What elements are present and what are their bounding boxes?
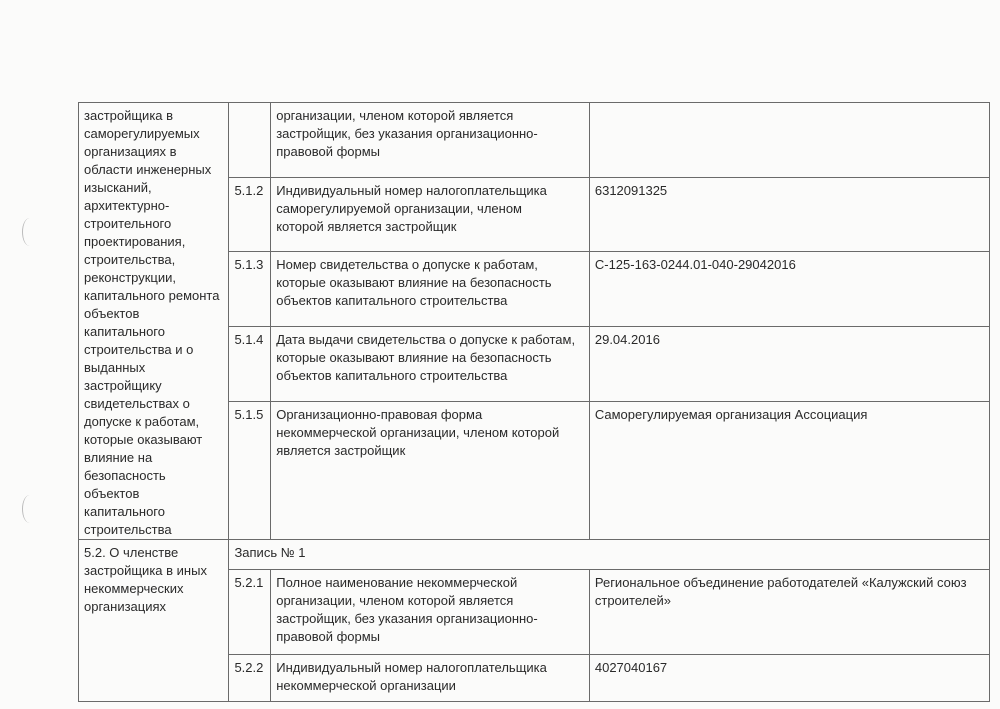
section-5-2-heading: 5.2. О членстве застройщика в иных некоммерческих организациях [79, 540, 229, 702]
record-label: Запись № 1 [229, 540, 990, 570]
punch-hole-mark [22, 495, 37, 523]
section-5-1-heading: застройщика в саморегулируемых организациях в области инженерных изысканий, архитектурно- строительного проектирования, строительства, реконструкции, капитального ремонта объектов капитального строительства и о выданных застройщику свидетельствах о допуске к работам, которые оказывают влияние на безопасность объектов капитального строительства [79, 103, 229, 540]
row-value: 4027040167 [589, 655, 989, 702]
row-number: 5.2.2 [229, 655, 271, 702]
row-label: Индивидуальный номер налогоплательщика саморегулируемой организации, членом которой является застройщик [271, 177, 590, 252]
row-number: 5.2.1 [229, 570, 271, 655]
row-value: Саморегулируемая организация Ассоциация [589, 401, 989, 539]
row-label: Полное наименование некоммерческой организации, членом которой является застройщик, без указания организационно- правовой формы [271, 570, 590, 655]
row-value: 29.04.2016 [589, 327, 989, 402]
row-value: С-125-163-0244.01-040-29042016 [589, 252, 989, 327]
table-row [79, 103, 990, 178]
row-label: Индивидуальный номер налогоплательщика некоммерческой организации [271, 655, 590, 702]
row-number [229, 103, 271, 178]
row-number: 5.1.4 [229, 327, 271, 402]
row-label: Дата выдачи свидетельства о допуске к работам, которые оказывают влияние на безопасность объектов капитального строительства [271, 327, 590, 402]
row-value: 6312091325 [589, 177, 989, 252]
row-number: 5.1.5 [229, 401, 271, 539]
punch-hole-mark [22, 218, 37, 246]
row-value [589, 103, 989, 178]
table-row [79, 540, 990, 570]
row-number: 5.1.3 [229, 252, 271, 327]
row-value: Региональное объединение работодателей «Калужский союз строителей» [589, 570, 989, 655]
row-label: Организационно-правовая форма некоммерческой организации, членом которой является застройщик [271, 401, 590, 539]
row-label: Номер свидетельства о допуске к работам, которые оказывают влияние на безопасность объектов капитального строительства [271, 252, 590, 327]
row-label: организации, членом которой является застройщик, без указания организационно- правовой формы [271, 103, 590, 178]
row-number: 5.1.2 [229, 177, 271, 252]
developer-membership-table [78, 102, 990, 702]
